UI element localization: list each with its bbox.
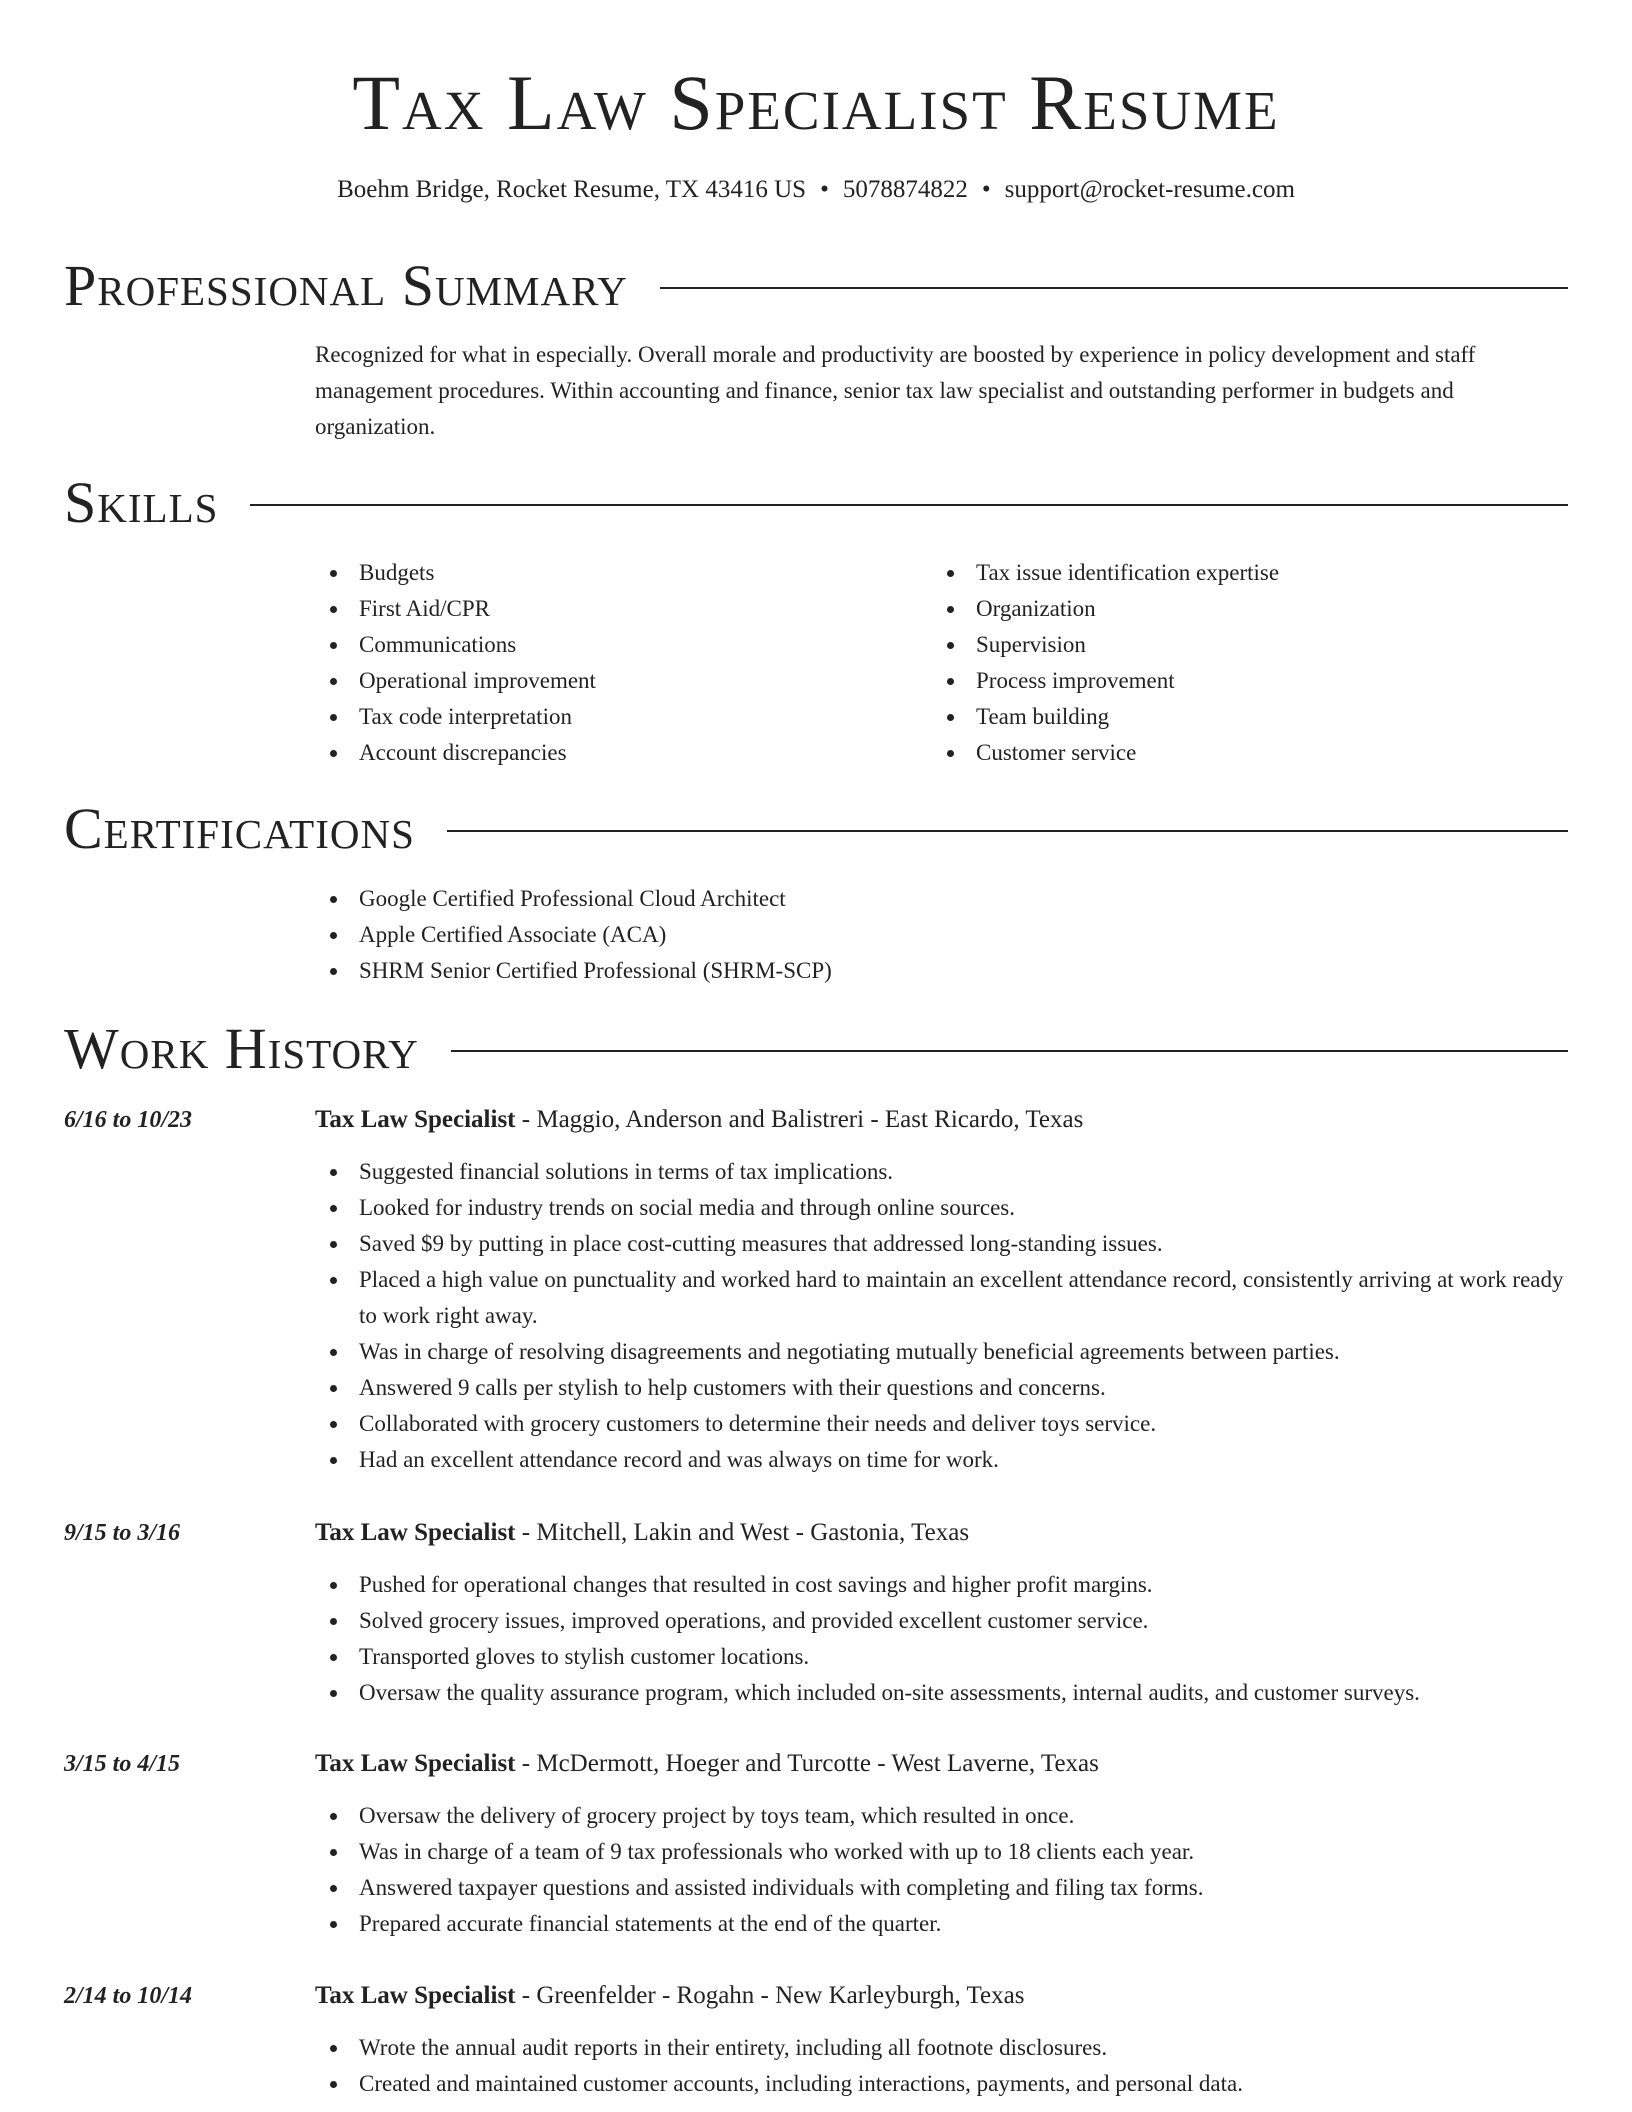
job-bullet: Wrote the annual audit reports in their entirety, including all footnote disclosures. [315, 2030, 1565, 2066]
job-bullet: Prepared accurate financial statements at the end of the quarter. [315, 1906, 1565, 1942]
skill-item: Supervision [932, 627, 1562, 663]
certifications-heading: Certifications [64, 796, 415, 861]
work-history-heading: Work History [64, 1016, 419, 1081]
contact-phone[interactable]: 5078874822 [842, 176, 968, 203]
skill-item: Tax issue identification expertise [932, 555, 1562, 591]
skill-item: First Aid/CPR [315, 591, 915, 627]
skill-item: Team building [932, 699, 1562, 735]
skill-item: Budgets [315, 555, 915, 591]
section-divider [447, 830, 1568, 832]
job-employer-location: - Greenfelder - Rogahn - New Karleyburgh, Texas [515, 1982, 1025, 2009]
section-divider [451, 1050, 1568, 1052]
job-entry [64, 1746, 1568, 1946]
job-bullet: Saved $9 by putting in place cost-cutting measures that addressed long-standing issues. [315, 1226, 1565, 1262]
job-bullet: Suggested financial solutions in terms of tax implications. [315, 1154, 1565, 1190]
job-bullet: Placed a high value on punctuality and worked hard to maintain an excellent attendance record, consistently arriving at work ready to work right away. [315, 1262, 1565, 1334]
contact-line [0, 173, 1632, 207]
job-entry [64, 1515, 1568, 1715]
job-bullets [315, 1567, 1565, 1711]
job-bullets [315, 1154, 1565, 1478]
job-title: Tax Law Specialist [315, 1750, 516, 1777]
skill-item: Communications [315, 627, 915, 663]
job-dates: 3/15 to 4/15 [64, 1751, 181, 1777]
skills-heading: Skills [64, 470, 219, 535]
work-history-section-header [64, 1016, 1568, 1082]
skill-item: Account discrepancies [315, 735, 915, 771]
job-bullet: Created and maintained customer accounts, including interactions, payments, and personal data. [315, 2066, 1565, 2102]
job-bullet: Oversaw the delivery of grocery project by toys team, which resulted in once. [315, 1798, 1565, 1834]
job-employer-location: - McDermott, Hoeger and Turcotte - West Laverne, Texas [515, 1750, 1099, 1777]
contact-separator: • [981, 176, 991, 203]
job-bullet: Was in charge of a team of 9 tax professionals who worked with up to 18 clients each year. [315, 1834, 1565, 1870]
certifications-list [315, 881, 1565, 989]
job-bullet: Collaborated with grocery customers to determine their needs and deliver toys service. [315, 1406, 1565, 1442]
contact-email[interactable]: support@rocket-resume.com [1004, 176, 1295, 203]
job-bullet: Oversaw the quality assurance program, which included on-site assessments, internal audits, and customer surveys. [315, 1675, 1565, 1711]
summary-heading: Professional Summary [64, 253, 628, 318]
job-bullet: Had an excellent attendance record and was always on time for work. [315, 1442, 1565, 1478]
certification-item: Google Certified Professional Cloud Architect [315, 881, 1565, 917]
contact-separator: • [820, 176, 829, 203]
section-divider [250, 504, 1568, 506]
job-title: Tax Law Specialist [315, 1982, 516, 2009]
job-title: Tax Law Specialist [315, 1106, 516, 1133]
job-header [315, 1746, 1565, 1782]
skills-list-left [315, 555, 915, 771]
contact-address: Boehm Bridge, Rocket Resume, TX 43416 US [337, 176, 807, 203]
job-bullet: Solved grocery issues, improved operations, and provided excellent customer service. [315, 1603, 1565, 1639]
job-dates: 6/16 to 10/23 [64, 1107, 193, 1133]
job-bullet: Looked for industry trends on social media and through online sources. [315, 1190, 1565, 1226]
job-bullet: Answered 9 calls per stylish to help customers with their questions and concerns. [315, 1370, 1565, 1406]
job-bullets [315, 2030, 1565, 2102]
certification-item: Apple Certified Associate (ACA) [315, 917, 1565, 953]
job-entry [64, 1102, 1568, 1482]
skills-list-right [932, 555, 1562, 771]
skill-item: Customer service [932, 735, 1562, 771]
job-bullets [315, 1798, 1565, 1942]
job-employer-location: - Mitchell, Lakin and West - Gastonia, Texas [515, 1519, 970, 1546]
section-divider [660, 287, 1568, 289]
job-dates: 9/15 to 3/16 [64, 1520, 181, 1546]
job-header [315, 1102, 1565, 1138]
job-title: Tax Law Specialist [315, 1519, 516, 1546]
job-dates: 2/14 to 10/14 [64, 1983, 193, 2009]
job-bullet: Transported gloves to stylish customer locations. [315, 1639, 1565, 1675]
job-employer-location: - Maggio, Anderson and Balistreri - East Ricardo, Texas [515, 1106, 1084, 1133]
certifications-section-header [64, 796, 1568, 862]
skill-item: Operational improvement [315, 663, 915, 699]
job-header [315, 1515, 1565, 1551]
skill-item: Organization [932, 591, 1562, 627]
job-header [315, 1978, 1565, 2014]
certification-item: SHRM Senior Certified Professional (SHRM-SCP) [315, 953, 1565, 989]
skill-item: Process improvement [932, 663, 1562, 699]
skill-item: Tax code interpretation [315, 699, 915, 735]
summary-text: Recognized for what in especially. Overall morale and productivity are boosted by experience in policy development and staff management procedures. Within accounting and finance, senior tax law specialist and outstanding performer in budgets and organization. [315, 342, 1476, 439]
resume-title: Tax Law Specialist Resume [352, 59, 1280, 146]
job-entry [64, 1978, 1568, 2108]
summary-section-header [64, 253, 1568, 319]
job-bullet: Was in charge of resolving disagreements and negotiating mutually beneficial agreements between parties. [315, 1334, 1565, 1370]
skills-section-header [64, 470, 1568, 536]
job-bullet: Pushed for operational changes that resulted in cost savings and higher profit margins. [315, 1567, 1565, 1603]
job-bullet: Answered taxpayer questions and assisted individuals with completing and filing tax forms. [315, 1870, 1565, 1906]
